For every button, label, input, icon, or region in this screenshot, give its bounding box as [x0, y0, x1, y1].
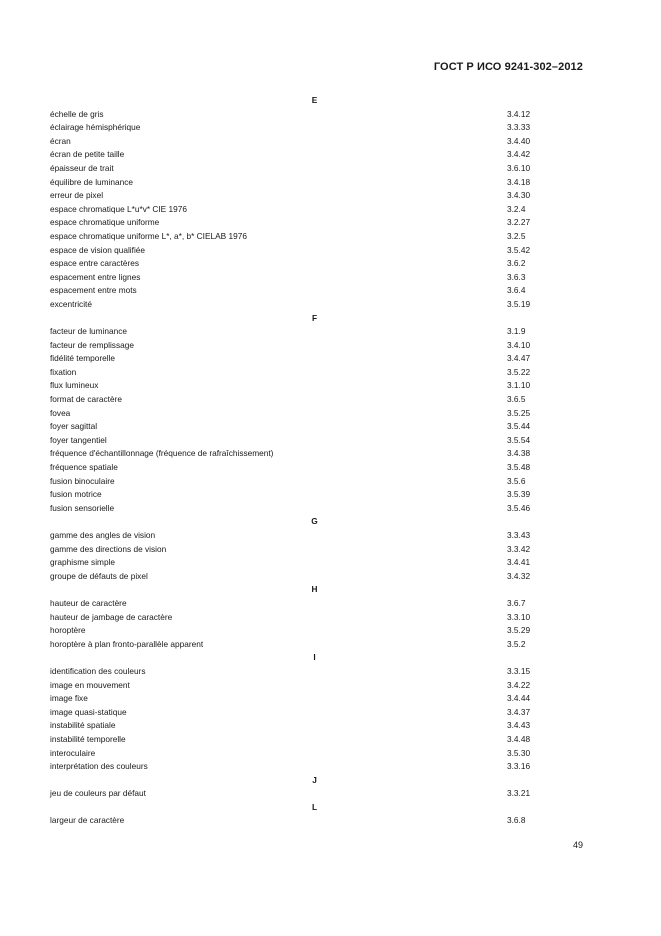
index-entry: [50, 787, 580, 801]
index-term: fréquence d'échantillonnage (fréquence de rafraîchissement): [50, 448, 274, 459]
index-reference: 3.3.33: [507, 122, 531, 133]
index-term: interprétation des couleurs: [50, 761, 148, 772]
index-term: facteur de luminance: [50, 326, 128, 337]
index-entry: [50, 692, 580, 706]
index-reference: 3.5.54: [507, 434, 531, 445]
index-entry: [50, 543, 580, 557]
index-term: fréquence spatiale: [50, 462, 118, 473]
index-entry: [50, 257, 580, 271]
index-entry: [50, 162, 580, 176]
index-section-row: [50, 651, 580, 665]
index-entry: [50, 121, 580, 135]
index-reference: 3.6.4: [507, 285, 526, 296]
index-reference: 3.5.2: [507, 638, 526, 649]
section-letter: H: [311, 584, 318, 595]
section-letter: I: [313, 652, 316, 663]
index-term: facteur de remplissage: [50, 339, 134, 350]
index-reference: 3.4.10: [507, 339, 531, 350]
index-entry: [50, 216, 580, 230]
index-reference: 3.4.18: [507, 176, 531, 187]
index-entry: [50, 148, 580, 162]
section-letter: F: [311, 312, 318, 323]
index-entry: [50, 352, 580, 366]
index-term: gamme des angles de vision: [50, 530, 156, 540]
index-term: espace de vision qualifiée: [50, 244, 146, 255]
index-term: interoculaire: [50, 747, 96, 758]
index-entry: [50, 529, 580, 543]
index-reference: 3.4.44: [507, 693, 531, 704]
index-entry: [50, 611, 580, 625]
index-reference: 3.4.47: [507, 353, 531, 364]
index-entry: [50, 230, 580, 244]
index-reference: 3.5.22: [507, 366, 531, 377]
index-reference: 3.3.15: [507, 665, 531, 676]
index-reference: 3.4.38: [507, 448, 531, 459]
index-reference: 3.5.48: [507, 462, 531, 473]
index-term: espace entre caractères: [50, 258, 140, 269]
index-reference: 3.5.39: [507, 489, 531, 500]
index-term: écran de petite taille: [50, 149, 125, 160]
index-reference: 3.5.6: [507, 475, 526, 486]
index-reference: 3.4.43: [507, 720, 531, 731]
index-entry: [50, 203, 580, 217]
page-number: 49: [572, 840, 583, 850]
index-entry: [50, 597, 580, 611]
index-entry: [50, 570, 580, 584]
index-entry: [50, 298, 580, 312]
index-entry: [50, 461, 580, 475]
section-letter: G: [311, 516, 318, 527]
index-term: erreur de pixel: [50, 190, 104, 201]
index-entry: [50, 679, 580, 693]
index-term: équilibre de luminance: [50, 176, 134, 187]
index-term: espace chromatique L*u*v* CIE 1976: [50, 203, 187, 214]
index-term: gamme des directions de vision: [50, 543, 167, 554]
index-entry: [50, 488, 580, 502]
index-term: espacement entre mots: [50, 285, 137, 296]
index-term: format de caractère: [50, 394, 122, 405]
index-section-row: [50, 94, 580, 108]
index-reference: 3.6.3: [507, 271, 526, 282]
index-entry: [50, 624, 580, 638]
index-term: fovea: [50, 407, 71, 418]
index-section-row: [50, 583, 580, 597]
index-entry: [50, 271, 580, 285]
index-term: épaisseur de trait: [50, 162, 114, 173]
index-term: image quasi-statique: [50, 706, 127, 717]
index-entry: [50, 814, 580, 828]
index-reference: 3.1.10: [507, 380, 531, 391]
index-reference: 3.2.27: [507, 217, 531, 228]
index-reference: 3.3.42: [507, 543, 531, 554]
index-reference: 3.5.25: [507, 407, 531, 418]
index-reference: 3.4.40: [507, 135, 531, 146]
index-reference: 3.6.8: [507, 815, 526, 826]
index-reference: 3.3.43: [507, 530, 531, 540]
index-term: image en mouvement: [50, 679, 130, 690]
index-reference: 3.3.21: [507, 788, 531, 799]
index-term: écran: [50, 135, 71, 146]
index-term: largeur de caractère: [50, 815, 125, 826]
index-entry: [50, 325, 580, 339]
index-entry: [50, 556, 580, 570]
index-term: instabilité spatiale: [50, 720, 116, 731]
index-reference: 3.4.22: [507, 679, 531, 690]
index-entry: [50, 176, 580, 190]
index-term: espacement entre lignes: [50, 271, 141, 282]
index-term: éclairage hémisphérique: [50, 122, 141, 133]
index-reference: 3.6.5: [507, 394, 526, 405]
document-header: ГОСТ Р ИСО 9241-302–2012: [433, 61, 583, 73]
index-entry: [50, 665, 580, 679]
index-reference: 3.4.30: [507, 190, 531, 201]
index-entry: [50, 502, 580, 516]
index-entry: [50, 244, 580, 258]
index-term: image fixe: [50, 693, 88, 704]
index-reference: 3.3.16: [507, 761, 531, 772]
index-entry: [50, 366, 580, 380]
index-reference: 3.4.32: [507, 570, 531, 581]
index-reference: 3.3.10: [507, 611, 531, 622]
index-term: fidélité temporelle: [50, 353, 116, 364]
index-reference: 3.4.12: [507, 108, 531, 119]
index-reference: 3.1.9: [507, 326, 526, 337]
index-term: jeu de couleurs par défaut: [50, 788, 146, 799]
index-term: hauteur de caractère: [50, 597, 127, 608]
index-section-row: [50, 774, 580, 788]
index-reference: 3.5.44: [507, 421, 531, 432]
index-entry: [50, 393, 580, 407]
index-term: groupe de défauts de pixel: [50, 570, 148, 581]
index-entry: [50, 475, 580, 489]
index-entry: [50, 719, 580, 733]
index-entry: [50, 135, 580, 149]
index-term: excentricité: [50, 298, 92, 309]
index-entry: [50, 189, 580, 203]
index-term: identification des couleurs: [50, 665, 146, 676]
section-letter: E: [311, 95, 318, 105]
index-term: fusion binoculaire: [50, 475, 115, 486]
section-letter: J: [312, 774, 317, 785]
index-entry: [50, 339, 580, 353]
index-reference: 3.6.7: [507, 597, 526, 608]
index-entry: [50, 747, 580, 761]
index-term: flux lumineux: [50, 380, 99, 391]
index-term: instabilité temporelle: [50, 733, 126, 744]
index-list: [50, 94, 580, 828]
index-entry: [50, 733, 580, 747]
index-term: horoptère à plan fronto-parallèle apparent: [50, 638, 204, 649]
index-entry: [50, 407, 580, 421]
index-reference: 3.4.37: [507, 706, 531, 717]
index-reference: 3.6.2: [507, 258, 526, 269]
index-term: fusion motrice: [50, 489, 102, 500]
index-entry: [50, 638, 580, 652]
index-reference: 3.5.19: [507, 298, 531, 309]
index-reference: 3.4.48: [507, 733, 531, 744]
index-section-row: [50, 801, 580, 815]
index-reference: 3.2.4: [507, 203, 526, 214]
index-reference: 3.5.46: [507, 502, 531, 513]
index-entry: [50, 706, 580, 720]
index-term: fixation: [50, 366, 77, 377]
index-term: horoptère: [50, 625, 86, 636]
index-entry: [50, 420, 580, 434]
index-entry: [50, 447, 580, 461]
index-entry: [50, 108, 580, 122]
index-term: foyer sagittal: [50, 421, 98, 432]
index-reference: 3.5.29: [507, 625, 531, 636]
index-term: espace chromatique uniforme: [50, 217, 160, 228]
index-reference: 3.5.30: [507, 747, 531, 758]
index-section-row: [50, 515, 580, 529]
index-term: foyer tangentiel: [50, 434, 107, 445]
index-entry: [50, 284, 580, 298]
section-letter: L: [311, 801, 318, 812]
index-entry: [50, 379, 580, 393]
index-reference: 3.2.5: [507, 230, 526, 241]
index-section-row: [50, 312, 580, 326]
index-reference: 3.4.42: [507, 149, 531, 160]
index-term: hauteur de jambage de caractère: [50, 611, 173, 622]
index-reference: 3.5.42: [507, 244, 531, 255]
index-reference: 3.4.41: [507, 557, 531, 568]
index-entry: [50, 434, 580, 448]
index-term: espace chromatique uniforme L*, a*, b* CIELAB 1976: [50, 230, 247, 241]
index-term: fusion sensorielle: [50, 502, 115, 513]
index-entry: [50, 760, 580, 774]
index-term: échelle de gris: [50, 108, 104, 119]
index-reference: 3.6.10: [507, 162, 531, 173]
index-term: graphisme simple: [50, 557, 116, 568]
